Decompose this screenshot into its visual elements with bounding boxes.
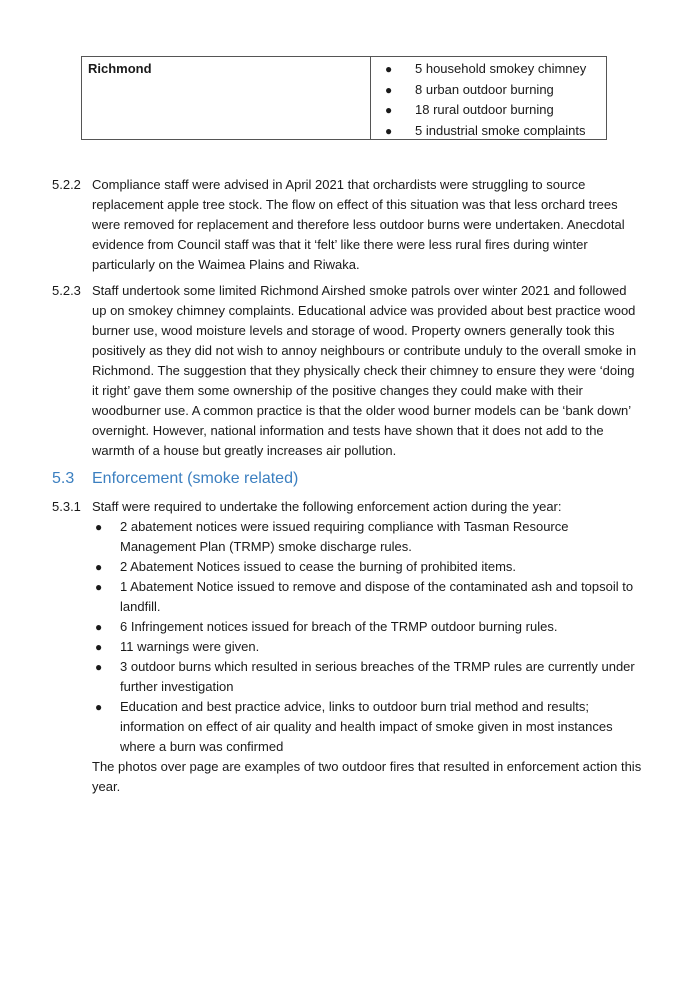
list-item: ● 5 industrial smoke complaints — [371, 121, 606, 142]
list-item: ● 5 household smokey chimney — [371, 59, 606, 80]
bullet-icon: ● — [95, 660, 103, 674]
section-heading-5-3 — [52, 468, 298, 490]
bullet-icon: ● — [95, 700, 103, 714]
bullet-icon: ● — [385, 82, 393, 97]
list-item: ● 11 warnings were given. — [92, 637, 642, 657]
bullet-icon: ● — [95, 580, 103, 594]
paragraph-number: 5.2.2 — [52, 177, 81, 192]
paragraph-closing: The photos over page are examples of two outdoor fires that resulted in enforcement action this year. — [92, 759, 642, 794]
bullet-icon: ● — [385, 62, 393, 76]
bullet-icon: ● — [95, 640, 103, 654]
bullet-icon: ● — [385, 123, 393, 138]
heading-number: 5.3 — [52, 470, 75, 487]
list-item: ● 2 Abatement Notices issued to cease the burning of prohibited items. — [92, 557, 642, 577]
list-item: ● Education and best practice advice, links to outdoor burn trial method and results; information on effect of air quality and health impact of smoke given in most instances where a burn was confirmed — [95, 699, 613, 754]
table-location-cell: Richmond — [82, 57, 371, 139]
enforcement-list — [92, 517, 642, 757]
bullet-icon: ● — [95, 520, 103, 534]
bullet-icon: ● — [95, 560, 103, 574]
list-item: ● 3 outdoor burns which resulted in serious breaches of the TRMP rules are currently under further investigation — [95, 659, 635, 694]
paragraph-text: Staff undertook some limited Richmond Airshed smoke patrols over winter 2021 and followed up on smokey chimney complaints. Educational advice was provided about best practice wood burner use, wood moisture levels and storage of wood. Property owners generally took this positively as they did not wish to annoy neighbours or contribute unduly to the overall smoke in Richmond. The suggestion that they physically check their chimney to ensure they were ‘doing it right’ gave them some ownership of the positive changes they could make with their woodburner use. A common practice is that the older wood burner models can be ‘bank down’ overnight. However, national information and tests have shown that it does not add to the warmth of a house but greatly increases air pollution. — [92, 283, 637, 458]
bullet-icon: ● — [95, 620, 103, 634]
paragraph-intro: Staff were required to undertake the following enforcement action during the year: — [92, 499, 562, 514]
paragraph-5-2-2 — [52, 175, 642, 275]
list-item: ● 8 urban outdoor burning — [371, 80, 606, 101]
paragraph-number: 5.2.3 — [52, 283, 81, 298]
bullet-icon: ● — [385, 103, 393, 117]
list-item: ● 6 Infringement notices issued for breach of the TRMP outdoor burning rules. — [92, 617, 642, 637]
heading-title: Enforcement (smoke related) — [92, 470, 299, 487]
paragraph-5-3-1 — [52, 497, 642, 797]
table-items-cell — [371, 57, 606, 139]
paragraph-number: 5.3.1 — [52, 499, 81, 514]
paragraph-text: Compliance staff were advised in April 2021 that orchardists were struggling to source replacement apple tree stock. The flow on effect of this situation was that less orchard trees were removed for replacement and therefore less outdoor burns were undertaken. Anecdotal evidence from Council staff was that it ‘felt’ like there were less rural fires during winter particularly on the Waimea Plains and Riwaka. — [92, 177, 625, 272]
paragraph-5-2-3 — [52, 281, 642, 461]
complaints-table — [81, 56, 607, 140]
list-item: ● 2 abatement notices were issued requiring compliance with Tasman Resource Management Plan (TRMP) smoke discharge rules. — [95, 519, 569, 554]
list-item: ● 1 Abatement Notice issued to remove and dispose of the contaminated ash and topsoil to landfill. — [95, 579, 634, 614]
list-item: ● 18 rural outdoor burning — [371, 100, 606, 121]
